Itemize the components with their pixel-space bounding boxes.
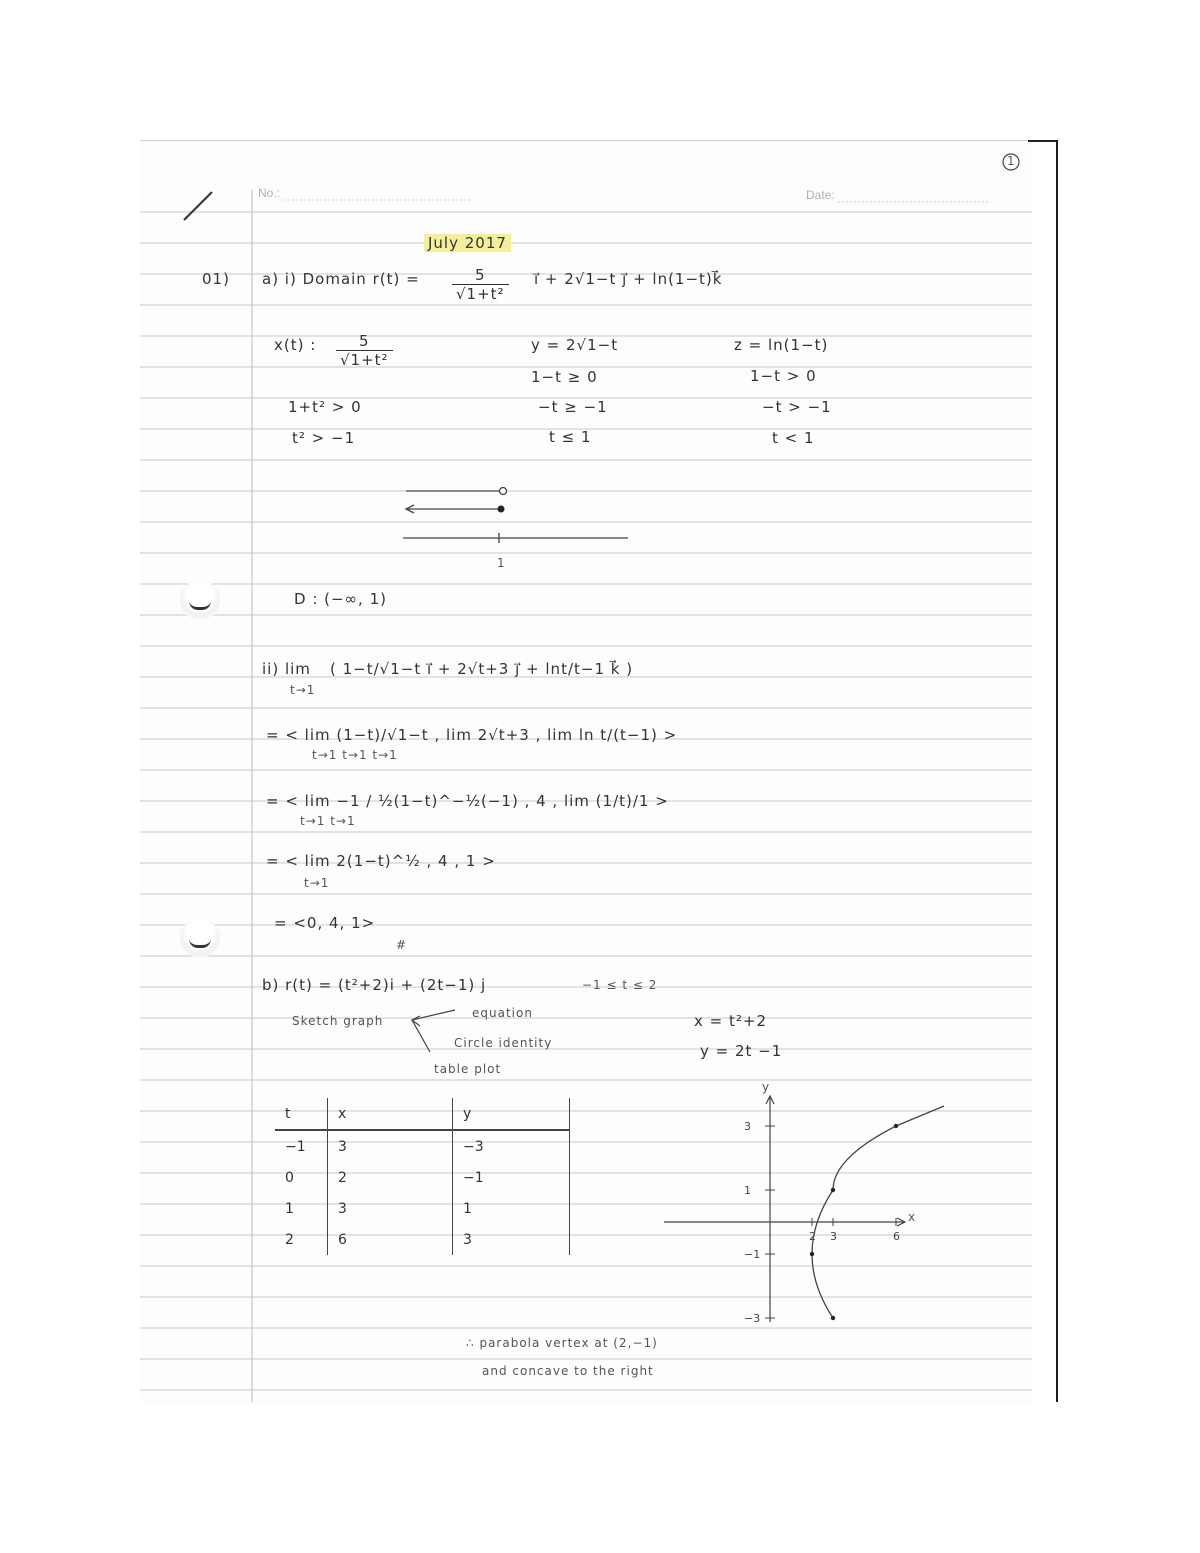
sketch-option-equation: equation	[472, 1006, 533, 1020]
y-tick-label: −3	[744, 1312, 761, 1325]
x-condition-2: t² > −1	[292, 429, 356, 447]
limit-step-2: = < lim −1 / ½(1−t)^−½(−1) , 4 , lim (1/t)/1 >	[266, 792, 669, 810]
limit-intro: ii) lim	[262, 660, 311, 678]
x-fraction-denominator: √1+t²	[340, 351, 389, 369]
part-b-function: b) r(t) = (t²+2)i + (2t−1) j	[262, 976, 487, 994]
x-tick-label: 2	[809, 1230, 816, 1243]
y-condition-3: t ≤ 1	[549, 428, 592, 446]
curve-point	[831, 1188, 835, 1192]
y-condition: 1−t ≥ 0	[531, 368, 598, 386]
x-condition: 1+t² > 0	[288, 398, 362, 416]
part-a-intro: a) i) Domain r(t) =	[262, 270, 420, 288]
y-component: y = 2√1−t	[531, 336, 619, 354]
question-label: 01)	[202, 270, 230, 288]
y-tick-label: 1	[744, 1184, 751, 1197]
curve-point	[810, 1252, 814, 1256]
header-t: t	[275, 1098, 328, 1130]
table-cell: −1	[275, 1130, 328, 1162]
y-axis-label: y	[762, 1080, 771, 1094]
sketch-option-table: table plot	[434, 1062, 502, 1076]
x-fraction-numerator: 5	[336, 332, 393, 351]
table-cell: 3	[328, 1193, 453, 1224]
table-cell: 1	[275, 1193, 328, 1224]
z-condition: 1−t > 0	[750, 367, 817, 385]
part-b-range: −1 ≤ t ≤ 2	[582, 978, 658, 992]
table-cell: 1	[453, 1193, 570, 1224]
curve-point	[831, 1316, 835, 1320]
domain-result: D : (−∞, 1)	[294, 590, 387, 608]
header-y: y	[453, 1098, 570, 1130]
no-label: No.:	[258, 186, 281, 200]
table-cell: 2	[328, 1162, 453, 1193]
table-cell: 2	[275, 1224, 328, 1255]
r-fraction-denominator: √1+t²	[456, 285, 505, 303]
z-component: z = ln(1−t)	[734, 336, 829, 354]
limit-step-2-subscripts: t→1 t→1	[300, 814, 356, 828]
conclusion-line-1: ∴ parabola vertex at (2,−1)	[466, 1336, 658, 1350]
limit-step-3-subscript: t→1	[304, 876, 330, 890]
number-line-tick-label: 1	[497, 556, 506, 570]
r-function-rest: i⃗ + 2√1−t j⃗ + ln(1−t)k⃗	[534, 270, 723, 288]
x-component-label: x(t) :	[274, 336, 317, 354]
table-cell: 3	[328, 1130, 453, 1162]
parametric-y-equation: y = 2t −1	[700, 1042, 783, 1060]
end-mark: #	[396, 938, 408, 952]
r-fraction-numerator: 5	[452, 266, 509, 285]
y-tick-label: −1	[744, 1248, 761, 1261]
x-tick-label: 6	[893, 1230, 900, 1243]
y-tick-label: 3	[744, 1120, 751, 1133]
conclusion-line-2: and concave to the right	[482, 1364, 654, 1378]
parametric-x-equation: x = t²+2	[694, 1012, 767, 1030]
table-cell: 3	[453, 1224, 570, 1255]
table-cell: −3	[453, 1130, 570, 1162]
sketch-graph-label: Sketch graph	[292, 1014, 384, 1028]
header-x: x	[328, 1098, 453, 1130]
table-cell: 6	[328, 1224, 453, 1255]
limit-step-1-subscripts: t→1 t→1 t→1	[312, 748, 398, 762]
parabola-curve	[812, 1106, 944, 1318]
limit-step-1: = < lim (1−t)/√1−t , lim 2√t+3 , lim ln t/(t−1) >	[266, 726, 678, 744]
z-condition-3: t < 1	[772, 429, 815, 447]
y-condition-2: −t ≥ −1	[538, 398, 608, 416]
table-cell: 0	[275, 1162, 328, 1193]
z-condition-2: −t > −1	[762, 398, 832, 416]
page-number: 1	[1007, 154, 1016, 168]
limit-expression: ( 1−t/√1−t i⃗ + 2√t+3 j⃗ + lnt/t−1 k⃗ )	[330, 660, 634, 678]
sketch-option-circle: Circle identity	[454, 1036, 553, 1050]
limit-result: = <0, 4, 1>	[274, 914, 376, 932]
x-axis-label: x	[908, 1210, 917, 1224]
table-cell: −1	[453, 1162, 570, 1193]
limit-step-3: = < lim 2(1−t)^½ , 4 , 1 >	[266, 852, 496, 870]
curve-point	[894, 1124, 898, 1128]
date-label: Date:	[806, 188, 835, 202]
x-tick-label: 3	[830, 1230, 837, 1243]
limit-intro-subscript: t→1	[290, 683, 316, 697]
page-title: July 2017	[424, 234, 511, 252]
